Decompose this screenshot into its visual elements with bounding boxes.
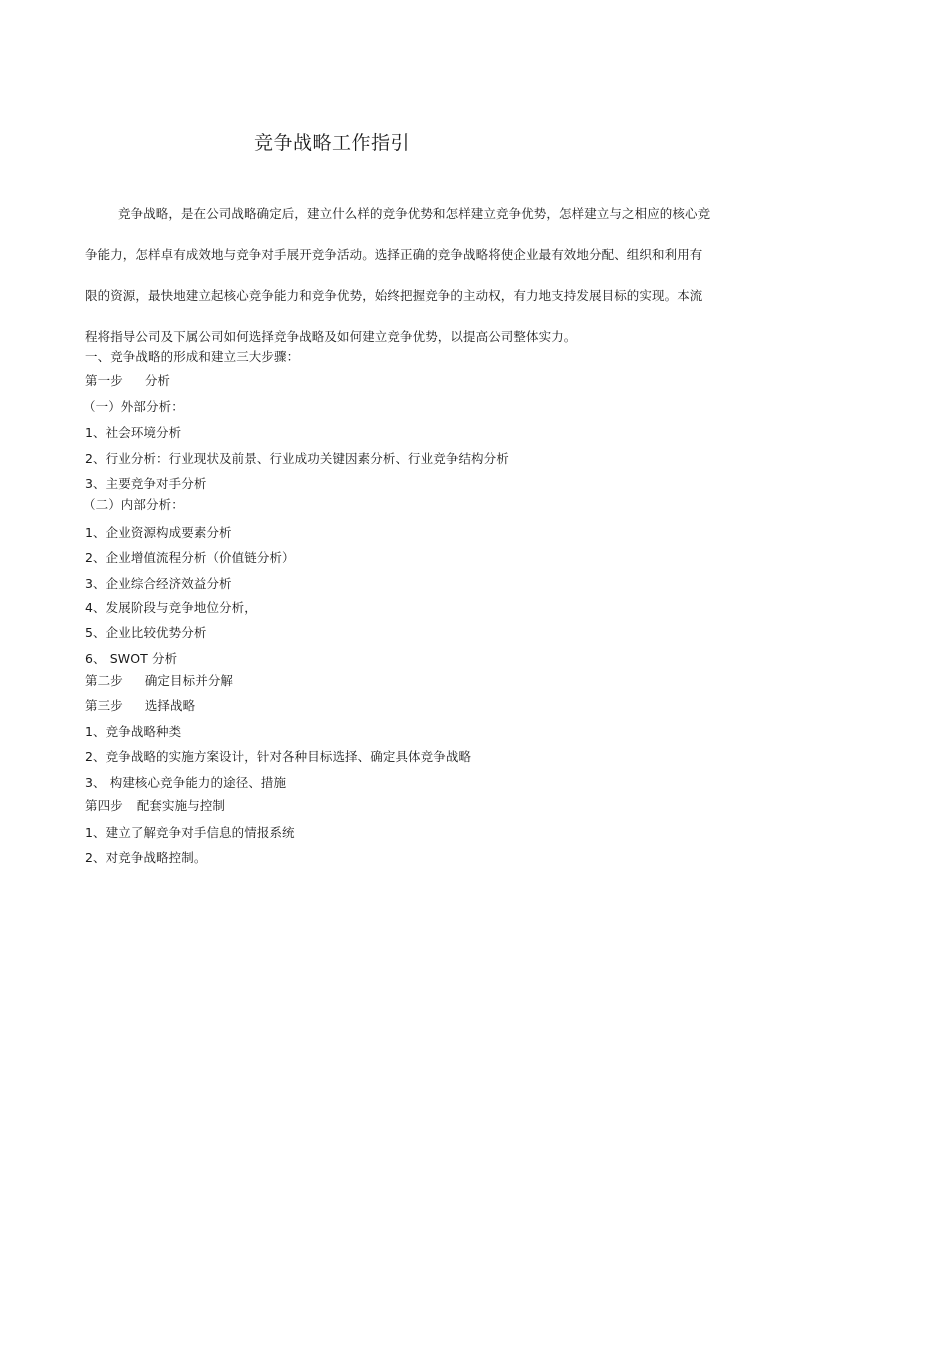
document-title: 竞争战略工作指引 — [254, 132, 411, 154]
step-text: 分析 — [144, 373, 171, 388]
intro-line: 争能力，怎样卓有成效地与竞争对手展开竞争活动。选择正确的竞争战略将使企业最有效地分配、组织和利用有 — [85, 247, 703, 262]
step-four — [85, 796, 225, 816]
list-item: 1、建立了解竞争对手信息的情报系统 — [85, 825, 295, 840]
step-label: 第二步 — [85, 673, 123, 688]
external-heading: （一）外部分析： — [83, 399, 184, 414]
list-item: 6、 SWOT 分析 — [85, 651, 178, 666]
list-item: 2、对竞争战略控制。 — [85, 850, 207, 865]
step-text: 确定目标并分解 — [144, 673, 234, 688]
step-one — [85, 371, 170, 391]
step-label: 第三步 — [85, 698, 123, 713]
step-label: 第四步 — [85, 798, 123, 813]
list-item: 2、竞争战略的实施方案设计，针对各种目标选择、确定具体竞争战略 — [85, 749, 472, 764]
list-item: 5、企业比较优势分析 — [85, 625, 207, 640]
intro-paragraph — [85, 202, 775, 349]
list-item: 3、主要竞争对手分析 — [85, 476, 207, 491]
list-item: 1、企业资源构成要素分析 — [85, 525, 232, 540]
step-label: 第一步 — [85, 373, 123, 388]
internal-heading: （二）内部分析： — [83, 497, 184, 512]
list-item: 1、社会环境分析 — [85, 425, 182, 440]
list-item: 1、竞争战略种类 — [85, 724, 182, 739]
intro-line: 程将指导公司及下属公司如何选择竞争战略及如何建立竞争优势，以提高公司整体实力。 — [85, 329, 577, 344]
step-text: 配套实施与控制 — [136, 798, 226, 813]
list-item: 2、行业分析：行业现状及前景、行业成功关键因素分析、行业竞争结构分析 — [85, 451, 509, 466]
list-item: 3、企业综合经济效益分析 — [85, 576, 232, 591]
list-item: 4、发展阶段与竞争地位分析， — [85, 600, 257, 615]
intro-line: 竞争战略，是在公司战略确定后，建立什么样的竞争优势和怎样建立竞争优势，怎样建立与之相应的核心竞 — [118, 206, 711, 221]
intro-line: 限的资源，最快地建立起核心竞争能力和竞争优势，始终把握竞争的主动权，有力地支持发展目标的实现。本流 — [85, 288, 703, 303]
step-text: 选择战略 — [144, 698, 196, 713]
step-three — [85, 696, 195, 716]
list-item: 2、企业增值流程分析（价值链分析） — [85, 550, 295, 565]
step-two — [85, 671, 233, 691]
list-item: 3、 构建核心竞争能力的途径、措施 — [85, 775, 287, 790]
section-heading: 一、竞争战略的形成和建立三大步骤： — [85, 349, 300, 364]
